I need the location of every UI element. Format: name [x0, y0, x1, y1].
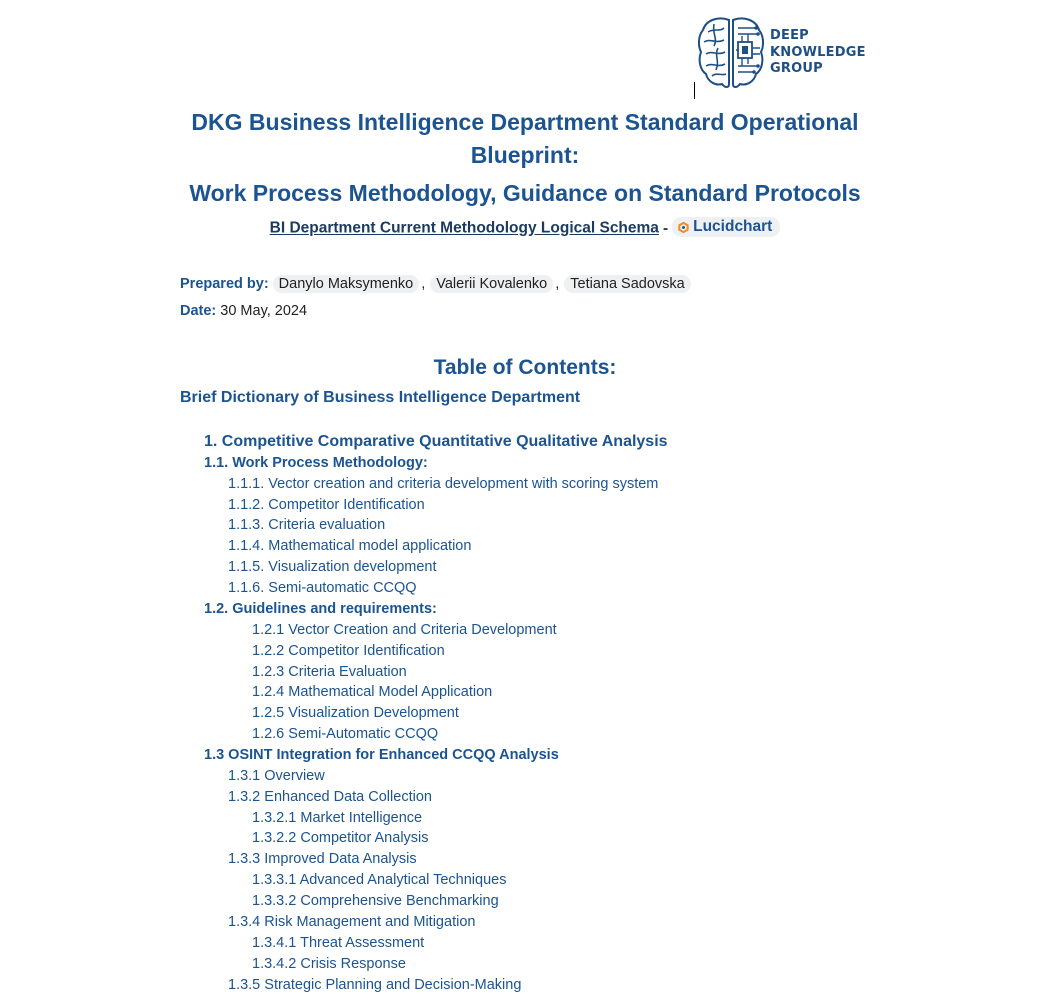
title-line-3: Work Process Methodology, Guidance on Standard Protocols	[189, 180, 861, 206]
date-label: Date:	[180, 303, 217, 319]
separator: -	[662, 219, 669, 237]
toc-item[interactable]: 1.2.5 Visualization Development	[252, 705, 459, 721]
toc-item[interactable]: 1.1.1. Vector creation and criteria development with scoring system	[228, 476, 659, 492]
toc-item[interactable]: 1.1.2. Competitor Identification	[228, 497, 425, 513]
toc-item[interactable]: 1.2.6 Semi-Automatic CCQQ	[252, 726, 439, 742]
toc-item[interactable]: 1.3.4 Risk Management and Mitigation	[228, 914, 476, 930]
date-value: 30 May, 2024	[220, 303, 308, 319]
text-cursor	[694, 82, 695, 99]
prepared-label: Prepared by:	[180, 276, 269, 292]
toc-item[interactable]: 1.2. Guidelines and requirements:	[204, 601, 437, 617]
company-logo	[698, 14, 866, 92]
toc-item[interactable]: 1.3.2.1 Market Intelligence	[252, 810, 423, 826]
toc-item[interactable]: 1.3.3.1 Advanced Analytical Techniques	[252, 872, 507, 888]
toc-item[interactable]: 1.2.3 Criteria Evaluation	[252, 664, 407, 680]
toc-item[interactable]: 1.3 OSINT Integration for Enhanced CCQQ Analysis	[204, 747, 559, 763]
toc-item[interactable]: 1. Competitive Comparative Quantitative Qualitative Analysis	[204, 433, 668, 450]
title-line-1: DKG Business Intelligence Department Standard Operational	[191, 109, 859, 135]
logo-line-2: KNOWLEDGE	[770, 44, 866, 60]
toc-item[interactable]: 1.3.4.2 Crisis Response	[252, 956, 406, 972]
toc-item[interactable]: 1.2.2 Competitor Identification	[252, 643, 445, 659]
toc-item[interactable]: 1.3.4.1 Threat Assessment	[252, 935, 425, 951]
toc-item[interactable]: 1.3.5 Strategic Planning and Decision-Making	[228, 977, 522, 993]
schema-link[interactable]: BI Department Current Methodology Logical Schema	[269, 219, 659, 237]
toc-item[interactable]: 1.3.2 Enhanced Data Collection	[228, 789, 432, 805]
toc-item[interactable]: 1.1.4. Mathematical model application	[228, 538, 472, 554]
toc-item[interactable]: 1.3.1 Overview	[228, 768, 325, 784]
toc-item[interactable]: 1.1.3. Criteria evaluation	[228, 517, 386, 533]
toc-item[interactable]: 1.1.5. Visualization development	[228, 559, 437, 575]
document-title	[180, 106, 870, 210]
toc-dictionary-link[interactable]: Brief Dictionary of Business Intelligence Department	[180, 389, 581, 406]
toc-item[interactable]: 1.3.3 Improved Data Analysis	[228, 851, 417, 867]
person-chip[interactable]: Valerii Kovalenko	[430, 275, 553, 293]
toc-item[interactable]: 1.2.1 Vector Creation and Criteria Development	[252, 622, 557, 638]
toc-item[interactable]: 1.3.2.2 Competitor Analysis	[252, 830, 429, 846]
date-line	[180, 303, 307, 319]
prepared-by: Prepared by: Danylo Maksymenko , Valerii Kovalenko , Tetiana Sadovska	[180, 275, 691, 293]
lucidchart-label: Lucidchart	[693, 218, 773, 235]
lucidchart-chip[interactable]	[672, 217, 780, 237]
logo-text	[770, 28, 866, 78]
toc-item[interactable]: 1.3.3.2 Comprehensive Benchmarking	[252, 893, 499, 909]
toc-item[interactable]: 1.1.6. Semi-automatic CCQQ	[228, 580, 417, 596]
logo-line-1: DEEP	[770, 28, 809, 44]
title-line-2: Blueprint:	[470, 142, 580, 168]
logo-line-3: GROUP	[770, 61, 823, 77]
schema-line	[180, 217, 870, 238]
brain-circuit-icon	[698, 14, 764, 92]
toc-title: Table of Contents:	[433, 356, 617, 379]
person-chip[interactable]: Tetiana Sadovska	[564, 275, 690, 293]
person-chip[interactable]: Danylo Maksymenko	[273, 275, 420, 293]
lucidchart-icon	[678, 222, 689, 233]
toc-item[interactable]: 1.1. Work Process Methodology:	[204, 455, 428, 471]
toc-item[interactable]: 1.2.4 Mathematical Model Application	[252, 684, 493, 700]
